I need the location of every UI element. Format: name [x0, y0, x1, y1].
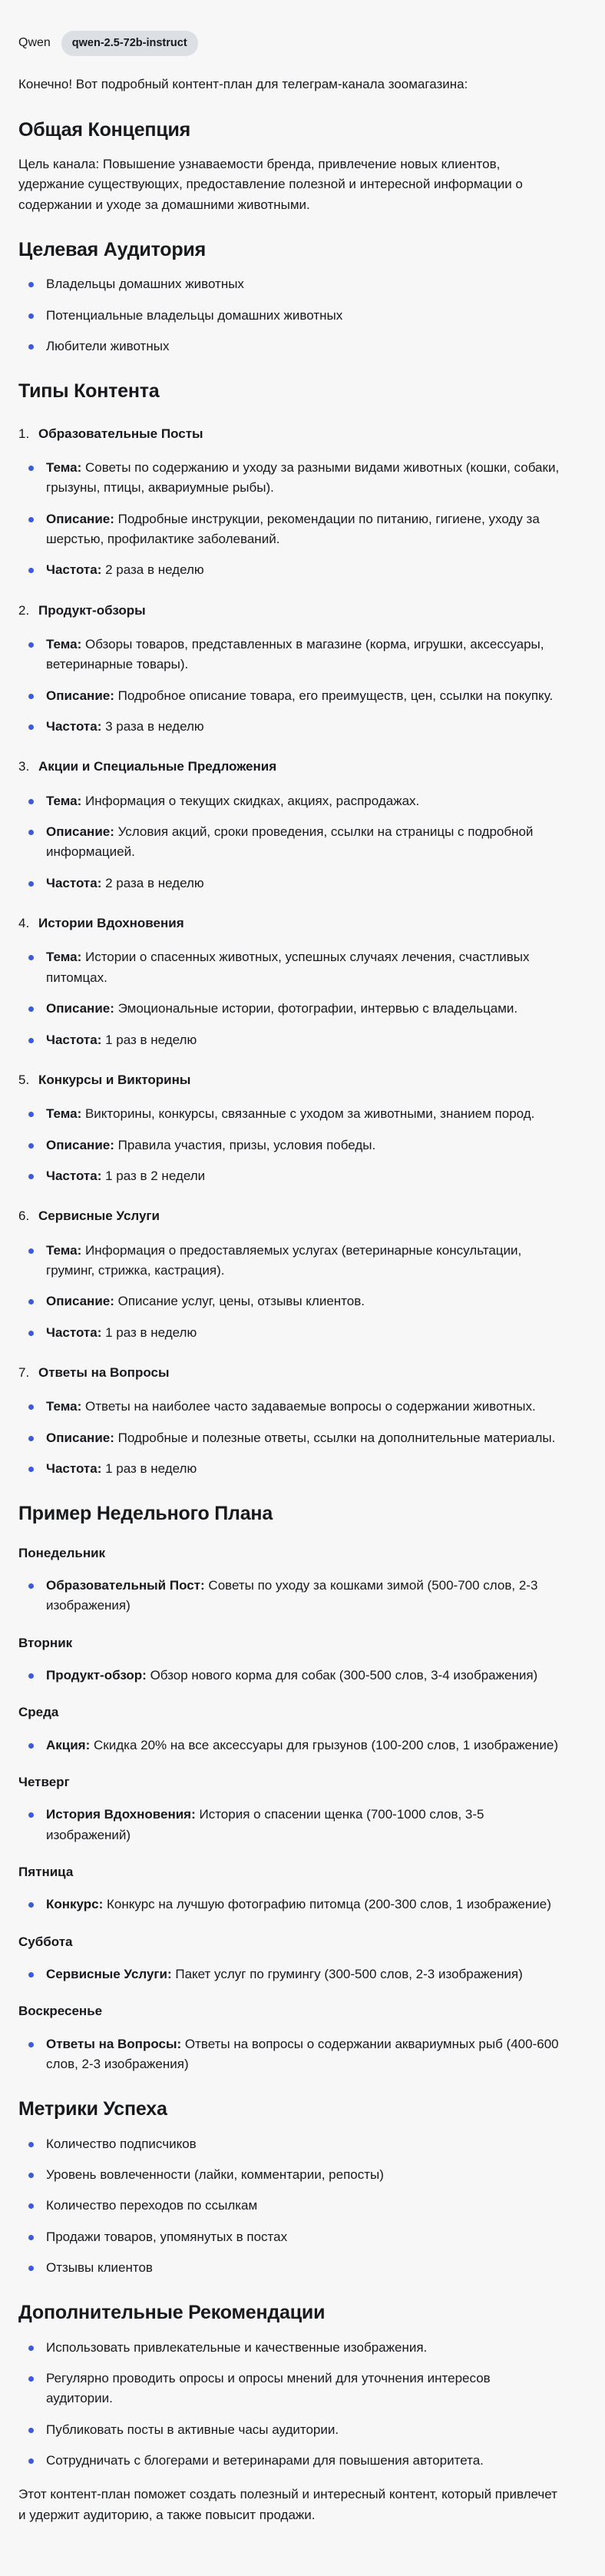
- list-item-text: [46, 1736, 558, 1755]
- list-item-text: [46, 1323, 197, 1343]
- list-item-label: Описание:: [46, 688, 114, 703]
- bullet-icon: [28, 1174, 34, 1179]
- list-item-body: Владельцы домашних животных: [46, 277, 244, 292]
- bullet-list: [18, 947, 560, 1049]
- provider-label: Qwen: [18, 36, 51, 50]
- paragraph: Цель канала: Повышение узнаваемости бренда, привлечение новых клиентов, удержание существующих, предоставление полезной и интересной информации о содержании и уходе за домашними животными.: [18, 157, 523, 212]
- bullet-list: [18, 1964, 560, 1984]
- list-item-label: Тема:: [46, 1106, 82, 1122]
- list-item-body: Количество переходов по ссылкам: [46, 2198, 258, 2213]
- list-item-text: [46, 1576, 560, 1616]
- list-item-text: [46, 2420, 339, 2440]
- list-item: [18, 337, 560, 356]
- list-item: [18, 1666, 560, 1686]
- bullet-list: [18, 1576, 560, 1616]
- list-item: [18, 2369, 560, 2409]
- numbered-item-title: Истории Вдохновения: [38, 916, 184, 931]
- list-item-text: [46, 1241, 560, 1281]
- bullet-icon: [28, 881, 34, 887]
- list-item: [18, 1241, 560, 1281]
- model-badge: qwen-2.5-72b-instruct: [61, 31, 198, 56]
- bullet-list: [18, 274, 560, 356]
- list-item-body: Уровень вовлеченности (лайки, комментарии, репосты): [46, 2167, 384, 2182]
- bullet-icon: [28, 313, 34, 319]
- list-item-text: [46, 1397, 536, 1417]
- day-heading: [18, 1633, 560, 1653]
- list-item-body: Публиковать посты в активные часы аудитории.: [46, 2422, 339, 2437]
- list-item-label: Описание:: [46, 1294, 114, 1309]
- bullet-icon: [28, 1583, 34, 1589]
- bullet-list: [18, 2134, 560, 2279]
- numbered-item-marker: 2.: [18, 602, 30, 618]
- numbered-item-marker: 3.: [18, 759, 30, 774]
- bullet-icon: [28, 282, 34, 287]
- bullet-icon: [28, 1248, 34, 1254]
- section-heading: Общая Концепция: [18, 118, 191, 141]
- list-item-label: Частота:: [46, 719, 102, 734]
- bullet-icon: [28, 2266, 34, 2271]
- bullet-list: [18, 2034, 560, 2075]
- list-item-body: Подробные инструкции, рекомендации по питанию, гигиене, уходу за шерстью, профилактике заболеваний.: [46, 511, 540, 546]
- day-heading: [18, 1932, 560, 1952]
- list-item-text: [46, 1964, 523, 1984]
- list-item: [18, 2165, 560, 2185]
- bullet-list: [18, 1736, 560, 1755]
- section-heading: Дополнительные Рекомендации: [18, 2302, 326, 2324]
- bullet-icon: [28, 830, 34, 835]
- list-item: [18, 822, 560, 863]
- list-item-text: [46, 2451, 484, 2471]
- list-item-text: [46, 2034, 560, 2075]
- list-item-text: [46, 2134, 197, 2154]
- list-item-body: Советы по уходу за кошками зимой (500-700 слов, 2-3 изображения): [46, 1577, 538, 1613]
- bullet-list: [18, 458, 560, 581]
- list-item-body: Правила участия, призы, условия победы.: [114, 1137, 376, 1152]
- list-item-label: Тема:: [46, 793, 82, 808]
- numbered-item: [18, 1363, 560, 1383]
- numbered-item-marker: 5.: [18, 1072, 30, 1087]
- list-item-body: Подробные и полезные ответы, ссылки на дополнительные материалы.: [114, 1430, 556, 1445]
- day-label: Среда: [18, 1705, 59, 1720]
- list-item: [18, 1291, 560, 1311]
- list-item: [18, 2227, 560, 2247]
- list-item-text: [46, 874, 204, 893]
- list-item-body: 1 раз в неделю: [101, 1460, 197, 1476]
- bullet-list: [18, 1397, 560, 1479]
- list-item: [18, 717, 560, 737]
- list-item-text: [46, 306, 342, 326]
- numbered-item: [18, 1206, 560, 1226]
- list-item-body: Конкурс на лучшую фотографию питомца (200-300 слов, 1 изображение): [103, 1897, 551, 1912]
- list-item: [18, 1135, 560, 1155]
- list-item-text: [46, 1895, 551, 1915]
- list-item-label: Описание:: [46, 1430, 114, 1445]
- numbered-item-marker: 4.: [18, 916, 30, 931]
- bullet-icon: [28, 1972, 34, 1978]
- bullet-icon: [28, 2235, 34, 2240]
- list-item-text: [46, 686, 553, 706]
- bullet-icon: [28, 1467, 34, 1472]
- numbered-item: [18, 1070, 560, 1090]
- numbered-item-title: Образовательные Посты: [38, 426, 203, 441]
- list-item-body: 3 раза в неделю: [101, 719, 204, 734]
- list-item-label: История Вдохновения:: [46, 1807, 196, 1822]
- bullet-icon: [28, 2376, 34, 2382]
- list-item-text: [46, 1291, 365, 1311]
- list-item-text: [46, 2338, 427, 2358]
- bullet-icon: [28, 2346, 34, 2351]
- list-item-text: [46, 1459, 197, 1479]
- numbered-item: [18, 601, 560, 621]
- bullet-icon: [28, 1743, 34, 1749]
- list-item-body: 2 раза в неделю: [101, 875, 204, 890]
- day-heading: [18, 1702, 560, 1722]
- list-item-text: [46, 1135, 375, 1155]
- list-item-text: [46, 1166, 205, 1186]
- bullet-icon: [28, 1902, 34, 1908]
- bullet-list: [18, 791, 560, 893]
- list-item-label: Описание:: [46, 1137, 114, 1152]
- list-item-body: 2 раза в неделю: [101, 562, 204, 578]
- numbered-item-title: Ответы на Вопросы: [38, 1364, 170, 1380]
- list-item-label: Сервисные Услуги:: [46, 1967, 172, 1982]
- list-item-text: [46, 1428, 555, 1448]
- list-item-text: [46, 1030, 197, 1050]
- list-item-text: [46, 1104, 534, 1124]
- bullet-icon: [28, 1112, 34, 1117]
- numbered-item: [18, 424, 560, 444]
- section-heading: Целевая Аудитория: [18, 239, 206, 261]
- list-item: [18, 2451, 560, 2471]
- numbered-item-title: Продукт-обзоры: [38, 602, 146, 618]
- bullet-list: [18, 635, 560, 737]
- bullet-icon: [28, 568, 34, 573]
- list-item: [18, 2034, 560, 2075]
- list-item-body: История о спасении щенка (700-1000 слов, 3-5 изображений): [46, 1807, 484, 1842]
- bullet-icon: [28, 799, 34, 804]
- list-item-body: Информация о текущих скидках, акциях, распродажах.: [81, 793, 420, 808]
- bullet-icon: [28, 2042, 34, 2047]
- message-body: [18, 118, 560, 2525]
- bullet-icon: [28, 344, 34, 350]
- bullet-icon: [28, 1673, 34, 1679]
- section-heading: Пример Недельного Плана: [18, 1503, 273, 1525]
- list-item-label: Частота:: [46, 1324, 102, 1340]
- day-heading: [18, 1543, 560, 1563]
- bullet-icon: [28, 517, 34, 522]
- numbered-item: [18, 913, 560, 933]
- list-item-text: [46, 1666, 537, 1686]
- list-item: [18, 947, 560, 988]
- day-label: Суббота: [18, 1934, 73, 1949]
- list-item-text: [46, 2165, 384, 2185]
- list-item-body: Информация о предоставляемых услугах (ветеринарные консультации, груминг, стрижка, кастрация).: [46, 1242, 522, 1278]
- list-item-text: [46, 458, 560, 499]
- list-item-body: Потенциальные владельцы домашних животных: [46, 307, 343, 323]
- day-heading: [18, 2001, 560, 2021]
- bullet-icon: [28, 724, 34, 730]
- list-item: [18, 1323, 560, 1343]
- list-item: [18, 1964, 560, 1984]
- list-item-body: Пакет услуг по грумингу (300-500 слов, 2-3 изображения): [171, 1967, 523, 1982]
- list-item-label: Тема:: [46, 637, 82, 652]
- list-item-text: [46, 791, 419, 811]
- bullet-list: [18, 1666, 560, 1686]
- bullet-icon: [28, 1143, 34, 1149]
- list-item-text: [46, 822, 560, 863]
- bullet-icon: [28, 2173, 34, 2178]
- day-label: Четверг: [18, 1774, 70, 1789]
- bullet-list: [18, 1805, 560, 1845]
- list-item-body: Викторины, конкурсы, связанные с уходом за животными, знанием пород.: [81, 1106, 535, 1122]
- list-item: [18, 635, 560, 675]
- list-item-text: [46, 2227, 287, 2247]
- list-item: [18, 458, 560, 499]
- bullet-icon: [28, 1299, 34, 1305]
- list-item-label: Конкурс:: [46, 1897, 104, 1912]
- section-heading: Метрики Успеха: [18, 2098, 167, 2120]
- list-item: [18, 1736, 560, 1755]
- list-item-label: Описание:: [46, 511, 114, 526]
- intro-text: Конечно! Вот подробный контент-план для телеграм-канала зоомагазина:: [18, 77, 468, 92]
- list-item: [18, 2258, 560, 2278]
- list-item-label: Частота:: [46, 1168, 102, 1183]
- list-item: [18, 2134, 560, 2154]
- list-item-body: Советы по содержанию и уходу за разными видами животных (кошки, собаки, грызуны, птицы, аквариумные рыбы).: [46, 459, 560, 496]
- list-item: [18, 1166, 560, 1186]
- list-item: [18, 999, 560, 1019]
- day-heading: [18, 1862, 560, 1882]
- bullet-icon: [28, 1812, 34, 1818]
- bullet-icon: [28, 1038, 34, 1043]
- numbered-item-marker: 1.: [18, 426, 30, 441]
- list-item-body: Ответы на вопросы о содержании аквариумных рыб (400-600 слов, 2-3 изображения): [46, 2036, 559, 2072]
- list-item-body: 1 раз в неделю: [101, 1324, 197, 1340]
- list-item-label: Тема:: [46, 459, 82, 475]
- bullet-icon: [28, 955, 34, 960]
- bullet-list: [18, 1104, 560, 1186]
- list-item: [18, 1805, 560, 1845]
- bullet-icon: [28, 694, 34, 699]
- list-item-body: Регулярно проводить опросы и опросы мнений для уточнения интересов аудитории.: [46, 2370, 491, 2406]
- list-item-body: Скидка 20% на все аксессуары для грызунов (100-200 слов, 1 изображение): [90, 1737, 559, 1752]
- list-item-text: [46, 274, 244, 294]
- list-item: [18, 1428, 560, 1448]
- list-item: [18, 2338, 560, 2358]
- list-item-text: [46, 947, 560, 988]
- bullet-icon: [28, 2428, 34, 2433]
- list-item: [18, 1397, 560, 1417]
- closing-paragraph: Этот контент-план поможет создать полезный и интересный контент, который привлечет и удержит аудиторию, а также повысит продажи.: [18, 2487, 557, 2522]
- list-item-label: Описание:: [46, 1001, 114, 1016]
- list-item-label: Акция:: [46, 1737, 91, 1752]
- list-item-body: Использовать привлекательные и качественные изображения.: [46, 2339, 428, 2355]
- list-item: [18, 306, 560, 326]
- list-item-text: [46, 1805, 560, 1845]
- day-label: Вторник: [18, 1635, 73, 1650]
- list-item-body: Описание услуг, цены, отзывы клиентов.: [114, 1294, 365, 1309]
- list-item-body: 1 раз в 2 недели: [101, 1168, 206, 1183]
- list-item-label: Образовательный Пост:: [46, 1577, 205, 1593]
- list-item-body: Продажи товаров, упомянутых в постах: [46, 2229, 288, 2244]
- list-item-label: Частота:: [46, 562, 102, 578]
- numbered-item: [18, 757, 560, 777]
- list-item-label: Продукт-обзор:: [46, 1667, 147, 1683]
- list-item-body: Истории о спасенных животных, успешных случаях лечения, счастливых питомцах.: [46, 950, 530, 985]
- list-item-label: Частота:: [46, 1460, 102, 1476]
- list-item-body: Любители животных: [46, 339, 170, 354]
- bullet-icon: [28, 642, 34, 648]
- list-item-label: Тема:: [46, 1399, 82, 1414]
- bullet-icon: [28, 1436, 34, 1441]
- bullet-list: [18, 2338, 560, 2472]
- list-item-text: [46, 635, 560, 675]
- day-label: Понедельник: [18, 1545, 106, 1560]
- list-item-body: Обзоры товаров, представленных в магазине (корма, игрушки, аксессуары, ветеринарные товары).: [46, 637, 544, 672]
- bullet-icon: [28, 466, 34, 471]
- list-item-body: Отзывы клиентов: [46, 2260, 153, 2276]
- list-item: [18, 1576, 560, 1616]
- list-item: [18, 1459, 560, 1479]
- list-item-body: Количество подписчиков: [46, 2136, 197, 2151]
- bullet-list: [18, 1895, 560, 1915]
- list-item-label: Тема:: [46, 950, 82, 965]
- list-item-text: [46, 509, 560, 550]
- list-item-text: [46, 2369, 560, 2409]
- list-item-label: Ответы на Вопросы:: [46, 2036, 182, 2051]
- list-item: [18, 1895, 560, 1915]
- list-item: [18, 874, 560, 893]
- day-label: Воскресенье: [18, 2004, 103, 2019]
- list-item: [18, 274, 560, 294]
- list-item-label: Частота:: [46, 1032, 102, 1047]
- numbered-item-title: Сервисные Услуги: [38, 1208, 160, 1224]
- list-item: [18, 560, 560, 580]
- list-item: [18, 2196, 560, 2216]
- bullet-icon: [28, 2203, 34, 2209]
- bullet-list: [18, 1241, 560, 1343]
- numbered-item-title: Конкурсы и Викторины: [38, 1072, 191, 1087]
- bullet-icon: [28, 1404, 34, 1410]
- list-item-text: [46, 560, 204, 580]
- list-item: [18, 1030, 560, 1050]
- list-item: [18, 2420, 560, 2440]
- list-item: [18, 1104, 560, 1124]
- list-item-body: 1 раз в неделю: [101, 1032, 197, 1047]
- list-item-body: Сотрудничать с блогерами и ветеринарами для повышения авторитета.: [46, 2453, 484, 2468]
- bullet-icon: [28, 2142, 34, 2147]
- list-item-body: Условия акций, сроки проведения, ссылки на страницы с подробной информацией.: [46, 824, 534, 860]
- message-header: [18, 31, 560, 56]
- list-item-text: [46, 2196, 257, 2216]
- list-item-label: Описание:: [46, 824, 114, 840]
- list-item: [18, 686, 560, 706]
- list-item: [18, 791, 560, 811]
- list-item-label: Тема:: [46, 1242, 82, 1258]
- list-item-text: [46, 337, 169, 356]
- bullet-icon: [28, 2458, 34, 2464]
- list-item-body: Ответы на наиболее часто задаваемые вопросы о содержании животных.: [81, 1399, 536, 1414]
- day-heading: [18, 1772, 560, 1792]
- list-item-body: Обзор нового корма для собак (300-500 слов, 3-4 изображения): [146, 1667, 538, 1683]
- numbered-item-marker: 7.: [18, 1364, 30, 1380]
- numbered-item-marker: 6.: [18, 1208, 30, 1224]
- list-item-text: [46, 2258, 153, 2278]
- list-item-body: Подробное описание товара, его преимуществ, цен, ссылки на покупку.: [114, 688, 554, 703]
- list-item-label: Частота:: [46, 875, 102, 890]
- bullet-icon: [28, 1331, 34, 1336]
- list-item-body: Эмоциональные истории, фотографии, интервью с владельцами.: [114, 1001, 518, 1016]
- list-item-text: [46, 717, 204, 737]
- day-label: Пятница: [18, 1865, 74, 1879]
- list-item: [18, 509, 560, 550]
- section-heading: Типы Контента: [18, 380, 160, 403]
- numbered-item-title: Акции и Специальные Предложения: [38, 759, 277, 774]
- bullet-icon: [28, 1006, 34, 1012]
- list-item-text: [46, 999, 517, 1019]
